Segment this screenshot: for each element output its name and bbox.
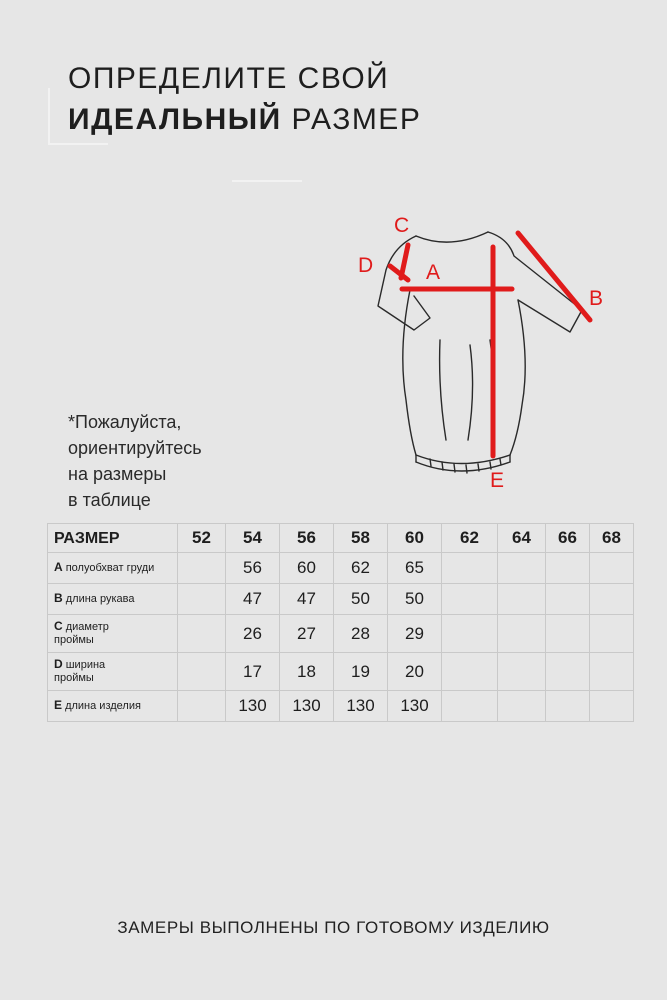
size-value-cell: 60 <box>280 553 334 584</box>
size-value-cell: 47 <box>280 584 334 615</box>
size-value-cell: 130 <box>388 691 442 722</box>
size-value-cell <box>590 584 634 615</box>
footer-note: ЗАМЕРЫ ВЫПОЛНЕНЫ ПО ГОТОВОМУ ИЗДЕЛИЮ <box>117 918 550 937</box>
size-value-cell: 130 <box>280 691 334 722</box>
row-description: диаметр проймы <box>54 621 109 646</box>
size-value-cell <box>590 553 634 584</box>
marker-d: D <box>358 254 374 277</box>
size-value-cell: 62 <box>334 553 388 584</box>
size-header-cell: 58 <box>334 524 388 553</box>
size-value-cell <box>442 553 498 584</box>
size-value-cell <box>498 653 546 691</box>
size-value-cell <box>442 584 498 615</box>
size-value-cell <box>442 615 498 653</box>
row-label <box>48 653 178 691</box>
size-value-cell <box>498 691 546 722</box>
row-letter: A <box>54 560 63 574</box>
size-value-cell <box>178 584 226 615</box>
size-value-cell: 26 <box>226 615 280 653</box>
size-value-cell <box>178 553 226 584</box>
size-value-cell: 28 <box>334 615 388 653</box>
marker-c: C <box>394 214 410 237</box>
table-row <box>48 653 634 691</box>
size-value-cell: 47 <box>226 584 280 615</box>
size-value-cell <box>178 653 226 691</box>
row-label <box>48 584 178 615</box>
size-value-cell: 17 <box>226 653 280 691</box>
size-header-cell: 60 <box>388 524 442 553</box>
size-value-cell <box>546 691 590 722</box>
decor-line-vertical <box>48 88 50 144</box>
size-value-cell <box>546 584 590 615</box>
row-letter: D <box>54 657 63 671</box>
marker-a: A <box>426 261 441 284</box>
row-description: длина рукава <box>62 593 135 605</box>
size-value-cell <box>590 691 634 722</box>
table-row <box>48 615 634 653</box>
size-value-cell <box>590 615 634 653</box>
marker-e: E <box>490 469 505 492</box>
decor-line-horizontal-2 <box>232 180 302 182</box>
row-letter: C <box>54 619 63 633</box>
size-header-cell: 52 <box>178 524 226 553</box>
title-rest: РАЗМЕР <box>281 103 422 136</box>
row-description: длина изделия <box>62 700 141 712</box>
size-value-cell: 19 <box>334 653 388 691</box>
size-value-cell <box>498 615 546 653</box>
page-title-line-1: ОПРЕДЕЛИТЕ СВОЙ <box>68 62 390 95</box>
size-value-cell: 50 <box>334 584 388 615</box>
size-header-cell: 62 <box>442 524 498 553</box>
table-header-row <box>48 524 634 553</box>
size-header-cell: 56 <box>280 524 334 553</box>
size-value-cell <box>442 691 498 722</box>
size-header-cell: 66 <box>546 524 590 553</box>
row-label <box>48 615 178 653</box>
size-value-cell: 56 <box>226 553 280 584</box>
table-row <box>48 691 634 722</box>
size-value-cell <box>498 553 546 584</box>
row-label <box>48 553 178 584</box>
marker-b: B <box>589 287 604 310</box>
size-value-cell: 29 <box>388 615 442 653</box>
title-bold-word: ИДЕАЛЬНЫЙ <box>68 103 282 136</box>
size-value-cell <box>546 553 590 584</box>
size-header-cell: 54 <box>226 524 280 553</box>
size-header-cell: 68 <box>590 524 634 553</box>
table-row <box>48 553 634 584</box>
size-value-cell: 27 <box>280 615 334 653</box>
size-header-cell: 64 <box>498 524 546 553</box>
size-value-cell <box>178 691 226 722</box>
decor-line-horizontal <box>48 143 108 145</box>
size-note: *Пожалуйста, ориентируйтесь на размеры в таблице <box>68 412 202 510</box>
table-row <box>48 584 634 615</box>
size-table <box>47 523 634 722</box>
size-value-cell: 65 <box>388 553 442 584</box>
size-value-cell <box>178 615 226 653</box>
row-label <box>48 691 178 722</box>
row-description: полуобхват груди <box>62 562 155 574</box>
size-value-cell <box>546 653 590 691</box>
size-value-cell: 130 <box>334 691 388 722</box>
row-description: ширина проймы <box>54 659 106 684</box>
size-value-cell: 18 <box>280 653 334 691</box>
page-title-line-2 <box>68 105 421 135</box>
dress-outline <box>378 232 582 473</box>
table-header-label: РАЗМЕР <box>48 524 178 553</box>
size-value-cell <box>590 653 634 691</box>
dress-measurement-diagram <box>350 200 610 495</box>
size-value-cell <box>442 653 498 691</box>
size-value-cell <box>498 584 546 615</box>
row-letter: E <box>54 698 63 712</box>
size-value-cell: 130 <box>226 691 280 722</box>
size-value-cell: 20 <box>388 653 442 691</box>
row-letter: B <box>54 591 63 605</box>
measurement-labels <box>358 214 603 492</box>
size-value-cell <box>546 615 590 653</box>
size-value-cell: 50 <box>388 584 442 615</box>
